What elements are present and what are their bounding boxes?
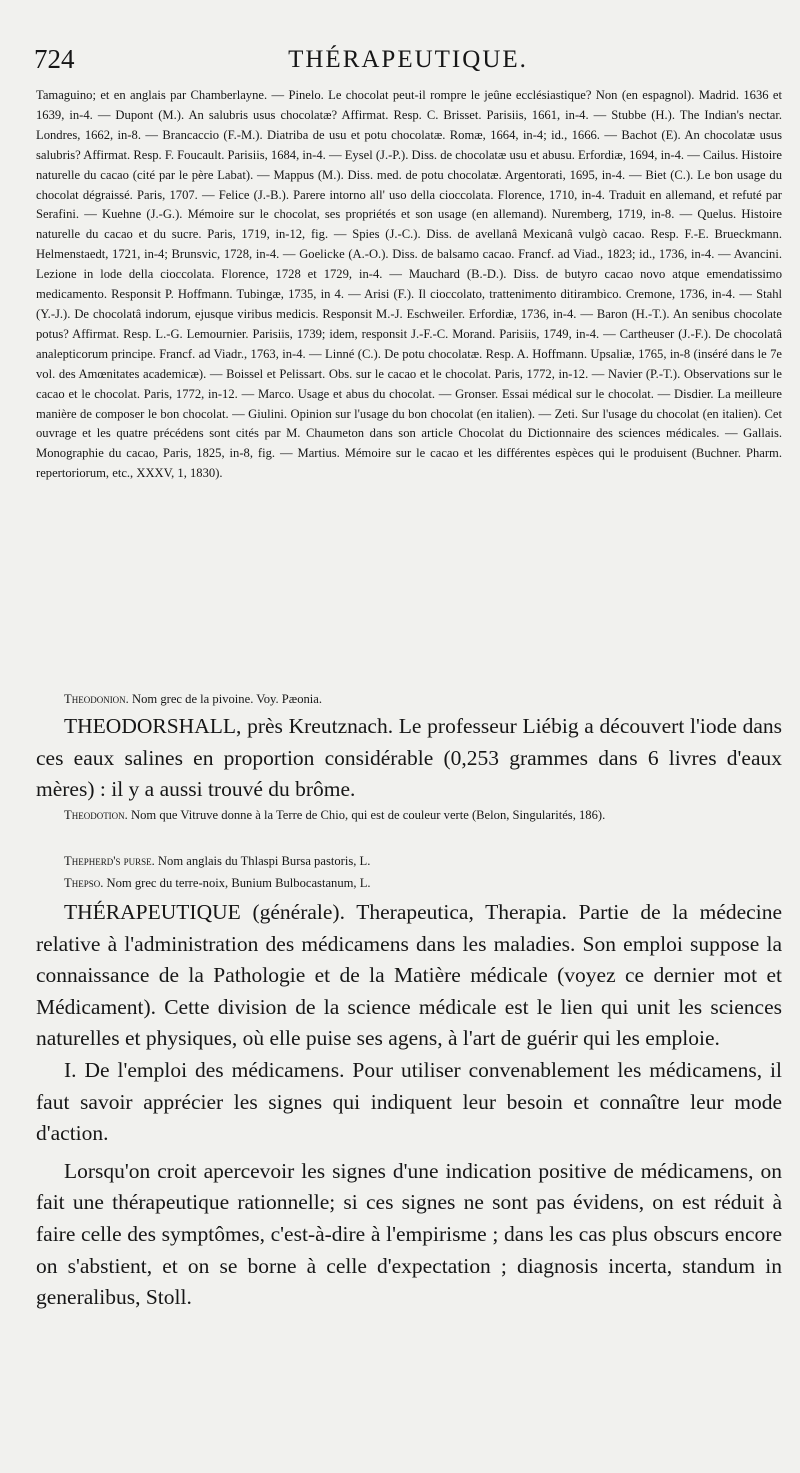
- entry-text: Nom que Vitruve donne à la Terre de Chio, qui est de couleur verte (Belon, Singularités, 186).: [127, 808, 606, 822]
- entry-head: Theodonion.: [64, 692, 129, 706]
- bibliography-block: [36, 86, 782, 484]
- entry-head: Thepso.: [64, 876, 104, 890]
- running-title: THÉRAPEUTIQUE.: [288, 46, 528, 73]
- entry-text: Nom anglais du Thlaspi Bursa pastoris, L.: [154, 854, 371, 868]
- entry-text: (générale). Therapeutica, Therapia. Partie de la médecine relative à l'administration des médicamens dans les maladies. Son emploi suppose la connaissance de la Pathologie et de la Matière médicale (voyez ce dernier mot et Médicament). Cette division de la science médicale est le lien qui unit les sciences naturelles et physiques, où elle puise ses agens, à l'art de guérir qui les emploie.: [36, 900, 782, 1051]
- entry-head: Thepherd's purse.: [64, 854, 155, 868]
- entry-thepso: [36, 874, 782, 894]
- entry-therapeutique: [36, 897, 782, 1314]
- entry-thepherds-purse: [36, 852, 782, 872]
- page-header: [28, 40, 788, 80]
- therapeutique-section-one: I. De l'emploi des médicamens. Pour utiliser convenablement les médicamens, il faut savoir apprécier les signes qui indiquent leur besoin et connaître leur mode d'action.: [36, 1057, 782, 1146]
- entry-text: Nom grec du terre-noix, Bunium Bulbocastanum, L.: [103, 876, 371, 890]
- entry-text: , près Kreutznach. Le professeur Liébig a découvert l'iode dans ces eaux salines en proportion considérable (0,253 grammes dans 6 livres d'eaux mères) : il y a aussi trouvé du brôme.: [36, 714, 782, 802]
- entry-head: Theodotion.: [64, 808, 128, 822]
- therapeutique-rationnelle: Lorsqu'on croit apercevoir les signes d'une indication positive de médicamens, on fait une thérapeutique rationnelle; si ces signes ne sont pas évidens, on est réduit à faire celle des symptômes, c'est-à-dire à l'empirisme ; dans les cas plus obscurs encore on s'abstient, et on se borne à celle d'expectation ; diagnosis incerta, standum in generalibus, Stoll.: [36, 1158, 782, 1310]
- entry-theodotion: [36, 806, 782, 826]
- entry-head: THÉRAPEUTIQUE: [64, 900, 241, 924]
- entry-text: Nom grec de la pivoine. Voy. Pæonia.: [128, 692, 323, 706]
- page-number: 724: [34, 44, 75, 74]
- entry-theodorshall: [36, 711, 782, 806]
- entry-theodonion: [36, 690, 782, 710]
- entry-head: THEODORSHALL: [64, 714, 236, 738]
- therapeutique-intro: [36, 897, 782, 1055]
- bibliography-text: Tamaguino; et en anglais par Chamberlayne. — Pinelo. Le chocolat peut-il rompre le jeûne ecclésiastique? Non (en espagnol). Madrid. 1636 et 1639, in-4. — Dupont (M.). An salubris usus chocolatæ? Affirmat. Resp. C. Brisset. Parisiis, 1661, in-4. — Stubbe (H.). The Indian's nectar. Londres, 1662, in-8. — Brancaccio (F.-M.). Diatriba de usu et potu chocolatæ. Romæ, 1664, in-4; id., 1666. — Bachot (E). An chocolatæ usus salubris? Affirmat. Resp. F. Foucault. Parisiis, 1684, in-4. — Eysel (J.-P.). Diss. de chocolatæ usu et abusu. Erfordiæ, 1694, in-4. — Cailus. Histoire naturelle du cacao (cité par le père Labat). — Mappus (M.). Diss. med. de potu chocolatæ. Argentorati, 1695, in-4. — Biet (C.). Le bon usage du chocolat dégraissé. Paris, 1707. — Felice (J.-B.). Parere intorno all' uso della cioccolata. Florence, 1710, in-4. Traduit en allemand, et refuté par Serafini. — Kuehne (J.-G.). Mémoire sur le chocolat, ses propriétés et son usage (en allemand). Nuremberg, 1719, in-8. — Quelus. Histoire naturelle du cacao et du sucre. Paris, 1719, in-12, fig. — Spies (J.-C.). Diss. de avellanâ Mexicanâ vulgò cacao. Resp. F.-E. Brueckmann. Helmenstaedt, 1721, in-4; Brunsvic, 1728, in-4. — Goelicke (A.-O.). Diss. de balsamo cacao. Francf. ad Viad., 1823; id., 1736, in-4. — Avancini. Lezione in lode della cioccolata. Florence, 1728 et 1729, in-4. — Mauchard (B.-D.). Diss. de butyro cacao novo atque emendatissimo medicamento. Responsit P. Hoffmann. Tubingæ, 1735, in 4. — Arisi (F.). Il cioccolato, trattenimento ditirambico. Cremone, 1736, in-4. — Stahl (Y.-J.). De chocolatâ indorum, ejusque viribus medicis. Responsit M.-J. Eschweiler. Erfordiæ, 1736, in-4. — Baron (H.-T.). An senibus chocolate potus? Affirmat. Resp. L.-G. Lemournier. Parisiis, 1739; idem, responsit J.-F.-C. Morand. Parisiis, 1749, in-4. — Cartheuser (J.-F.). De chocolatâ analepticorum principe. Francf. ad Viadr., 1763, in-4. — Linné (C.). De potu chocolatæ. Resp. A. Hoffmann. Upsaliæ, 1765, in-8 (inséré dans le 7e vol. des Amœnitates academicæ). — Boissel et Pelissart. Obs. sur le cacao et le chocolat. Paris, 1772, in-12. — Navier (P.-T.). Observations sur le cacao et le chocolat. Paris, 1772, in-12. — Marco. Usage et abus du chocolat. — Gronser. Essai médical sur le chocolat. — Disdier. La meilleure manière de composer le bon chocolat. — Giulini. Opinion sur l'usage du bon chocolat (en italien). — Zeti. Sur l'usage du chocolat (en italien). Cet ouvrage et les quatre précédens sont cités par M. Chaumeton dans son article Chocolat du Dictionnaire des sciences médicales. — Gallais. Monographie du cacao, Paris, 1825, in-8, fig. — Martius. Mémoire sur le cacao et les différentes espèces qui le produisent (Buchner. Pharm. repertoriorum, etc., XXXV, 1, 1830).: [36, 88, 782, 481]
